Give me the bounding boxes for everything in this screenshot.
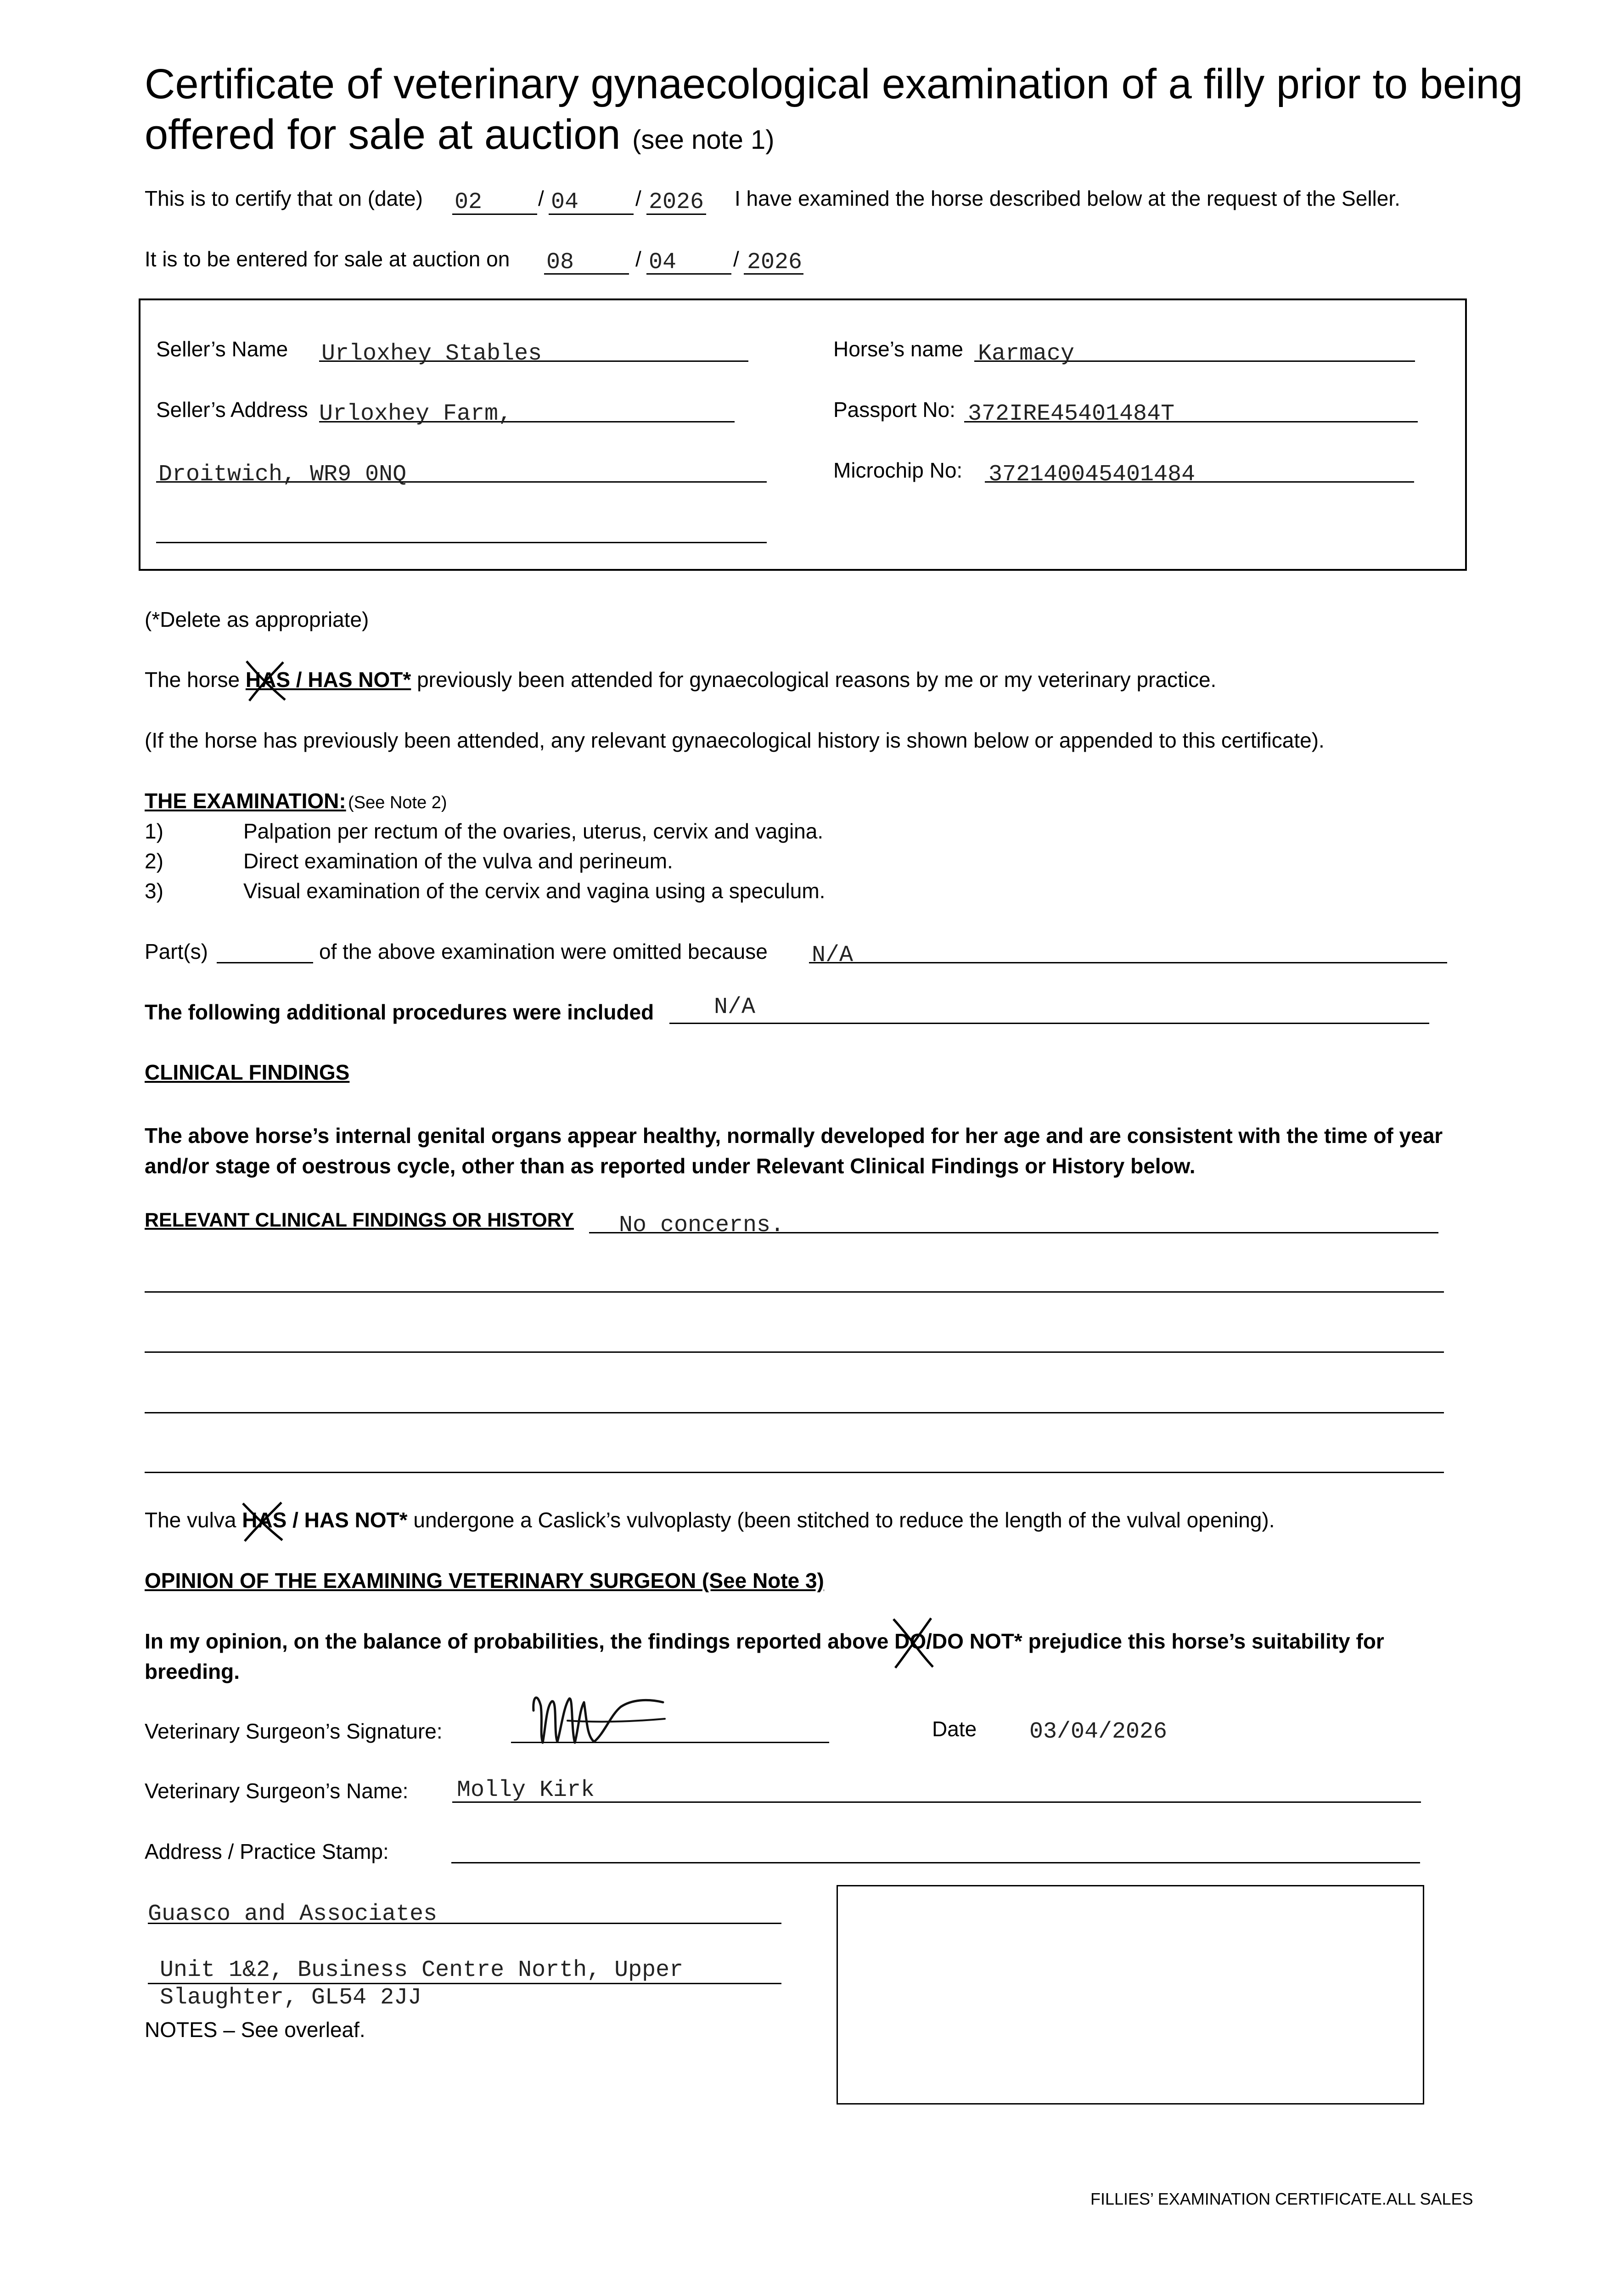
auction-month-field[interactable]: 04 <box>649 249 677 276</box>
seller-address-line2-field[interactable]: Droitwich, WR9 0NQ <box>158 461 407 488</box>
microchip-label: Microchip No: <box>833 458 963 482</box>
date-separator: / <box>538 186 544 210</box>
certify-day-field[interactable]: 02 <box>455 189 483 215</box>
findings-line[interactable] <box>145 1351 1444 1353</box>
seller-horse-box <box>139 298 1467 571</box>
seller-address-label: Seller’s Address <box>156 398 308 422</box>
auction-year-field[interactable]: 2026 <box>747 249 803 276</box>
vet-address-field[interactable] <box>451 1862 1420 1863</box>
additional-field[interactable]: N/A <box>714 994 756 1020</box>
title-note: (see note 1) <box>632 125 775 155</box>
attended-has-option[interactable]: HAS <box>246 668 290 692</box>
practice-address-line1-field[interactable]: Unit 1&2, Business Centre North, Upper <box>160 1957 684 1983</box>
examination-note: (See Note 2) <box>348 793 447 812</box>
vet-address-label: Address / Practice Stamp: <box>145 1840 389 1863</box>
opinion-rest: /DO NOT* prejudice this horse’s suitability for <box>926 1629 1384 1653</box>
findings-line[interactable] <box>145 1291 1444 1293</box>
microchip-field[interactable]: 372140045401484 <box>988 461 1196 488</box>
date-separator: / <box>733 247 739 271</box>
attended-prefix: The horse <box>145 668 240 692</box>
title-main: Certificate of veterinary gynaecological examination of a filly prior to being offered for sale at auction <box>145 61 1523 158</box>
exam-item-text: Visual examination of the cervix and vagina using a speculum. <box>243 879 826 903</box>
vet-name-label: Veterinary Surgeon’s Name: <box>145 1779 409 1803</box>
attended-slash: / <box>290 668 308 692</box>
signature-image <box>527 1678 674 1747</box>
seller-name-label: Seller’s Name <box>156 337 288 361</box>
passport-field[interactable]: 372IRE45401484T <box>968 401 1175 427</box>
exam-item-text: Palpation per rectum of the ovaries, uterus, cervix and vagina. <box>243 819 824 843</box>
date-label: Date <box>932 1717 977 1741</box>
vet-name-field[interactable]: Molly Kirk <box>457 1777 595 1803</box>
seller-address-line1-field[interactable]: Urloxhey Farm, <box>319 401 512 427</box>
passport-label: Passport No: <box>833 398 955 422</box>
certify-year-field[interactable]: 2026 <box>649 189 704 215</box>
vulva-prefix: The vulva <box>145 1508 236 1532</box>
certify-suffix: I have examined the horse described below at the request of the Seller. <box>735 186 1400 210</box>
attended-suffix: previously been attended for gynaecological reasons by me or my veterinary practice. <box>417 668 1217 692</box>
auction-prefix: It is to be entered for sale at auction on <box>145 247 510 271</box>
delete-note: (*Delete as appropriate) <box>145 608 369 631</box>
relevant-findings-field[interactable]: No concerns. <box>619 1212 785 1238</box>
vet-date-field[interactable]: 03/04/2026 <box>1029 1719 1168 1745</box>
additional-label: The following additional procedures were included <box>145 1000 654 1024</box>
exam-item-num: 3) <box>145 879 163 903</box>
attended-has-not-option[interactable]: HAS NOT* <box>308 668 411 692</box>
opinion-statement <box>145 1629 1384 1654</box>
clinical-statement: The above horse’s internal genital organs appear healthy, normally developed for her age and are consistent with the time of year and/or stage of oestrous cycle, other than as reported under Relevant Clinical Findings or History below. <box>145 1124 1443 1178</box>
certify-prefix: This is to certify that on (date) <box>145 186 423 210</box>
notes-text: NOTES – See overleaf. <box>145 2018 365 2042</box>
relevant-heading: RELEVANT CLINICAL FINDINGS OR HISTORY <box>145 1209 574 1231</box>
opinion-line2: breeding. <box>145 1660 240 1683</box>
date-separator: / <box>635 247 641 271</box>
signature-label: Veterinary Surgeon’s Signature: <box>145 1719 443 1743</box>
certify-month-field[interactable]: 04 <box>551 189 579 215</box>
examination-heading: THE EXAMINATION: (See Note 2) <box>145 789 447 813</box>
history-note: (If the horse has previously been attended, any relevant gynaecological history is shown below or appended to this certificate). <box>145 728 1325 752</box>
exam-item-num: 2) <box>145 849 163 873</box>
exam-item-num: 1) <box>145 819 163 843</box>
clinical-heading: CLINICAL FINDINGS <box>145 1060 350 1084</box>
omitted-reason-field[interactable]: N/A <box>812 942 854 968</box>
seller-address-line3-field[interactable] <box>156 542 767 543</box>
omitted-prefix: Part(s) <box>145 940 208 963</box>
page-title <box>145 59 1568 165</box>
vulva-has-not-option[interactable]: / HAS NOT* <box>292 1508 408 1532</box>
findings-line[interactable] <box>145 1412 1444 1413</box>
findings-line[interactable] <box>145 1472 1444 1473</box>
footer-text: FILLIES’ EXAMINATION CERTIFICATE.ALL SALES <box>1090 2189 1473 2208</box>
practice-address-line2-field[interactable]: Slaughter, GL54 2JJ <box>160 1985 422 2011</box>
attended-statement <box>145 667 1216 692</box>
vulva-statement <box>145 1508 1275 1532</box>
date-separator: / <box>635 186 641 210</box>
omitted-parts-field[interactable] <box>217 962 313 963</box>
auction-day-field[interactable]: 08 <box>546 249 574 276</box>
practice-name-field[interactable]: Guasco and Associates <box>148 1901 438 1927</box>
practice-stamp-box[interactable] <box>837 1885 1424 2105</box>
horse-name-field[interactable]: Karmacy <box>978 341 1075 367</box>
exam-item-text: Direct examination of the vulva and perineum. <box>243 849 673 873</box>
seller-name-field[interactable]: Urloxhey Stables <box>321 341 542 367</box>
vulva-suffix: undergone a Caslick’s vulvoplasty (been stitched to reduce the length of the vulval opening). <box>413 1508 1275 1532</box>
vulva-has-option[interactable]: HAS <box>242 1508 286 1532</box>
opinion-prefix: In my opinion, on the balance of probabilities, the findings reported above <box>145 1629 889 1653</box>
horse-name-label: Horse’s name <box>833 337 963 361</box>
omitted-middle: of the above examination were omitted because <box>319 940 768 963</box>
opinion-do-option[interactable]: DO <box>894 1629 926 1653</box>
opinion-heading: OPINION OF THE EXAMINING VETERINARY SURGEON (See Note 3) <box>145 1569 824 1593</box>
